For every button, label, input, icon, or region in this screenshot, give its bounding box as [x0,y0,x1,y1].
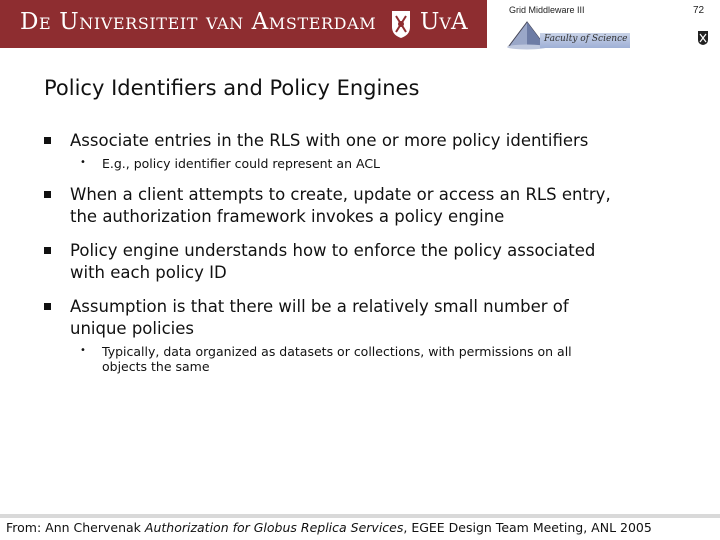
university-name: De Universiteit van Amsterdam [20,9,377,35]
bullet-2-line-1: When a client attempts to create, update or access an RLS entry, [70,185,611,204]
bullet-marker [44,191,51,198]
footer-citation [6,520,652,535]
bullet-4-line-2: unique policies [70,319,194,338]
bullet-1-line-1: Associate entries in the RLS with one or more policy identifiers [70,131,589,150]
footer-prefix: From: Ann Chervenak [6,520,145,535]
bullet-marker [44,247,51,254]
uva-logo-text: UvA [420,9,468,35]
bullet-3-line-1: Policy engine understands how to enforce the policy associated [70,241,596,260]
footer-italic-title: Authorization for Globus Replica Services [144,520,404,535]
bullet-4-sub-2: objects the same [102,359,210,374]
bullet-marker [44,137,51,144]
bullet-3-line-2: with each policy ID [70,263,227,282]
faculty-name: Faculty of Science [544,34,628,44]
bullet-marker [44,303,51,310]
bullet-2-line-2: the authorization framework invokes a policy engine [70,207,505,226]
bullet-4-sub-1: Typically, data organized as datasets or collections, with permissions on all [102,344,572,359]
page-number: 72 [693,5,705,16]
footer-divider [0,514,720,518]
sub-bullet-marker: • [80,345,86,356]
bullet-1-sub-1: E.g., policy identifier could represent an ACL [102,156,381,171]
bullet-4-line-1: Assumption is that there will be a relatively small number of [70,297,569,316]
course-title: Grid Middleware III [509,5,585,15]
small-crest-icon [697,30,709,46]
footer-suffix: , EGEE Design Team Meeting, ANL 2005 [403,520,652,535]
slide-title: Policy Identifiers and Policy Engines [44,76,420,100]
lion-crest-icon [390,9,412,39]
sub-bullet-marker: • [80,157,86,168]
header-banner [0,0,487,48]
